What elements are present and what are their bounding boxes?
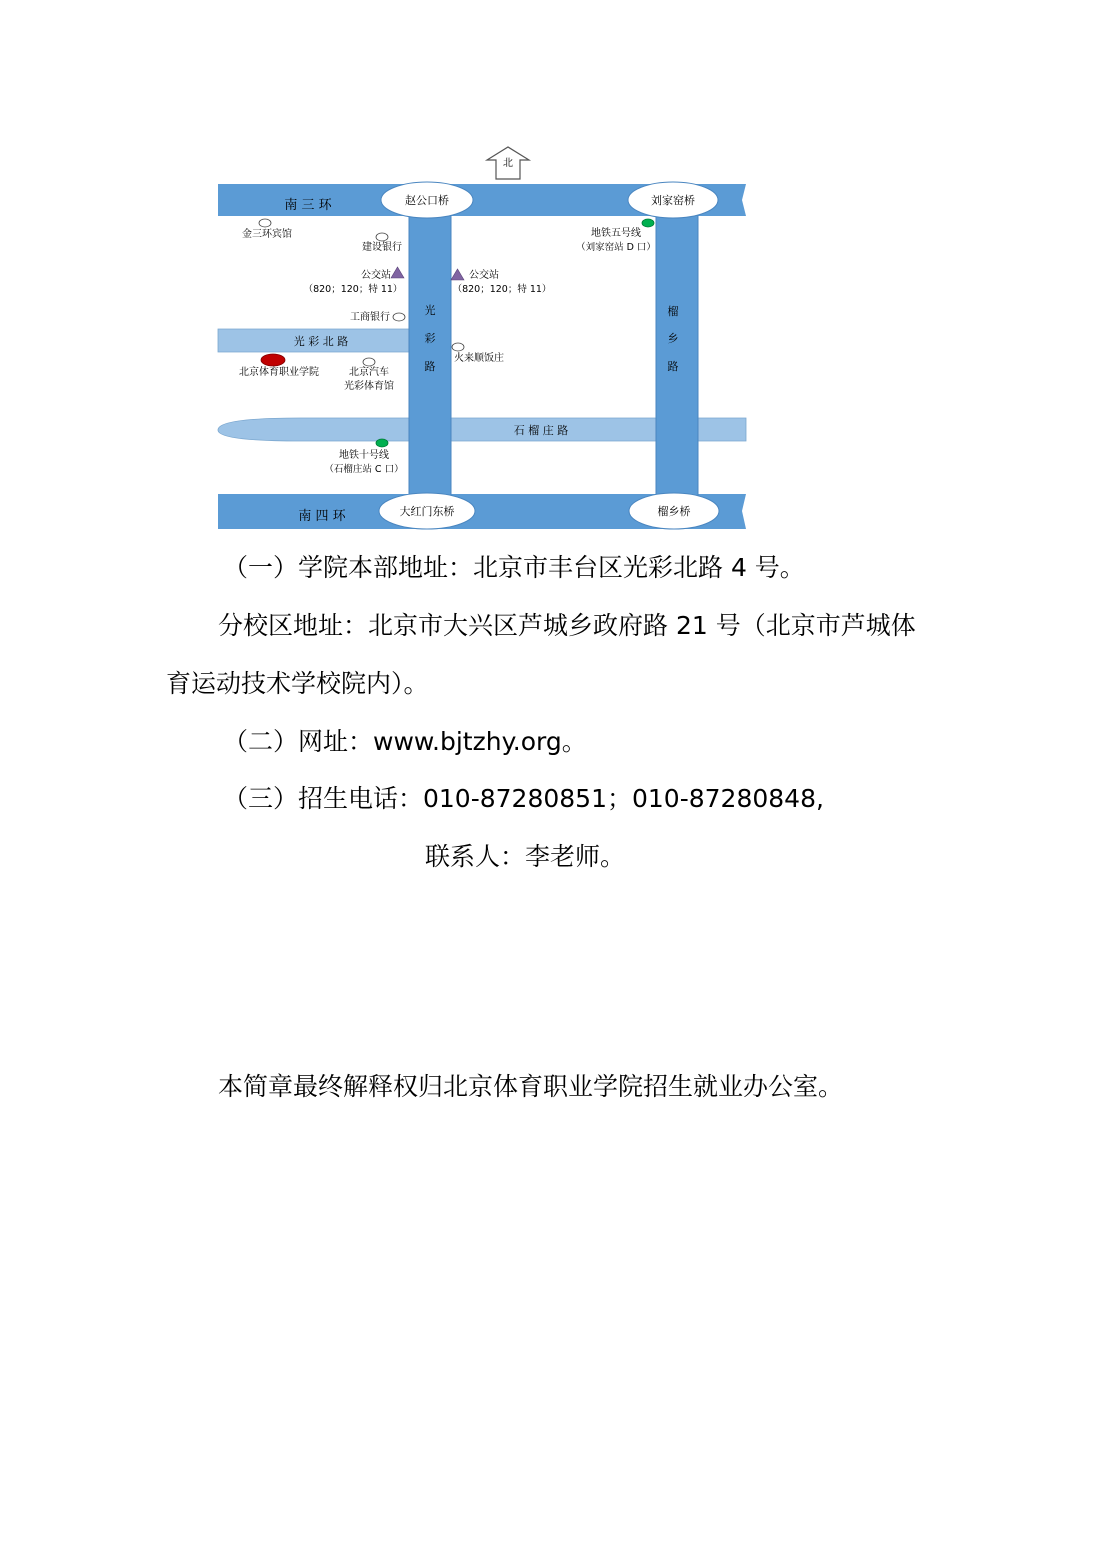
address-branch-line2: 育运动技术学校院内）。 [166,669,429,698]
label-bus-stop-left: 公交站 [361,270,391,281]
label-guangcai-north-road: 光 彩 北 路 [293,335,349,348]
address-main: （一）学院本部地址：北京市丰台区光彩北路 4 号。 [223,553,805,582]
north-label: 北 [503,158,513,169]
label-bus-lines-left: （820；120；特 11） [303,284,403,295]
label-liuxiang-bridge: 榴乡桥 [657,505,691,518]
stadium-marker [363,358,375,366]
label-liuxiang-road-3: 路 [667,360,679,373]
subway-line5-marker-icon [642,219,654,227]
label-college: 北京体育职业学院 [239,367,319,378]
label-subway-line10: 地铁十号线 [339,450,389,461]
label-bus-stop-right: 公交站 [469,270,499,281]
road-liuxiang [656,205,698,509]
label-south-3rd-ring: 南 三 环 [284,198,332,213]
label-jinsanhuan-hotel: 金三环宾馆 [242,229,292,240]
label-bus-lines-right: （820；120；特 11） [452,284,552,295]
label-zhaogongkou-bridge: 赵公口桥 [405,194,449,207]
label-liujiayao-bridge: 刘家窑桥 [651,194,695,207]
jinsanhuan-marker [259,219,271,227]
bus-stop-left-icon [391,267,404,278]
label-subway-line10-exit: （石榴庄站 C 口） [324,464,404,475]
bus-stop-right-icon [451,269,464,280]
campus-location-map [0,0,1102,545]
label-gongshang-bank: 工商银行 [350,312,390,323]
contact-person: 联系人：李老师。 [425,842,626,871]
label-jianshe-bank: 建设银行 [362,242,402,253]
label-stadium-line2: 光彩体育馆 [344,381,394,392]
interpretation-note: 本简章最终解释权归北京体育职业学院招生就业办公室。 [218,1072,844,1101]
label-subway-line5: 地铁五号线 [591,228,641,239]
label-liuxiang-road-2: 乡 [667,332,679,345]
label-guangcai-road-1: 光 [424,304,436,317]
huolaishun-marker [452,343,464,351]
label-south-4th-ring: 南 四 环 [298,509,346,524]
label-shiliuzhuang-road: 石 榴 庄 路 [513,424,569,437]
address-branch-line1: 分校区地址：北京市大兴区芦城乡政府路 21 号（北京市芦城体 [218,611,916,640]
jianshe-bank-marker [376,233,388,241]
college-marker-icon [261,354,285,366]
label-guangcai-road-2: 彩 [424,332,436,345]
label-huolaishun-restaurant: 火来顺饭庄 [454,353,504,364]
phone-numbers: （三）招生电话：010-87280851；010-87280848, [223,784,824,813]
label-subway-line5-exit: （刘家窑站 D 口） [576,242,656,253]
label-liuxiang-road-1: 榴 [667,305,679,318]
road-guangcai [409,205,451,509]
label-stadium-line1: 北京汽车 [349,367,389,378]
gongshang-bank-marker [393,313,405,321]
website: （二）网址：www.bjtzhy.org。 [223,727,587,756]
subway-line10-marker-icon [376,439,388,447]
label-guangcai-road-3: 路 [424,360,436,373]
label-dahongmen-bridge: 大红门东桥 [399,505,455,518]
